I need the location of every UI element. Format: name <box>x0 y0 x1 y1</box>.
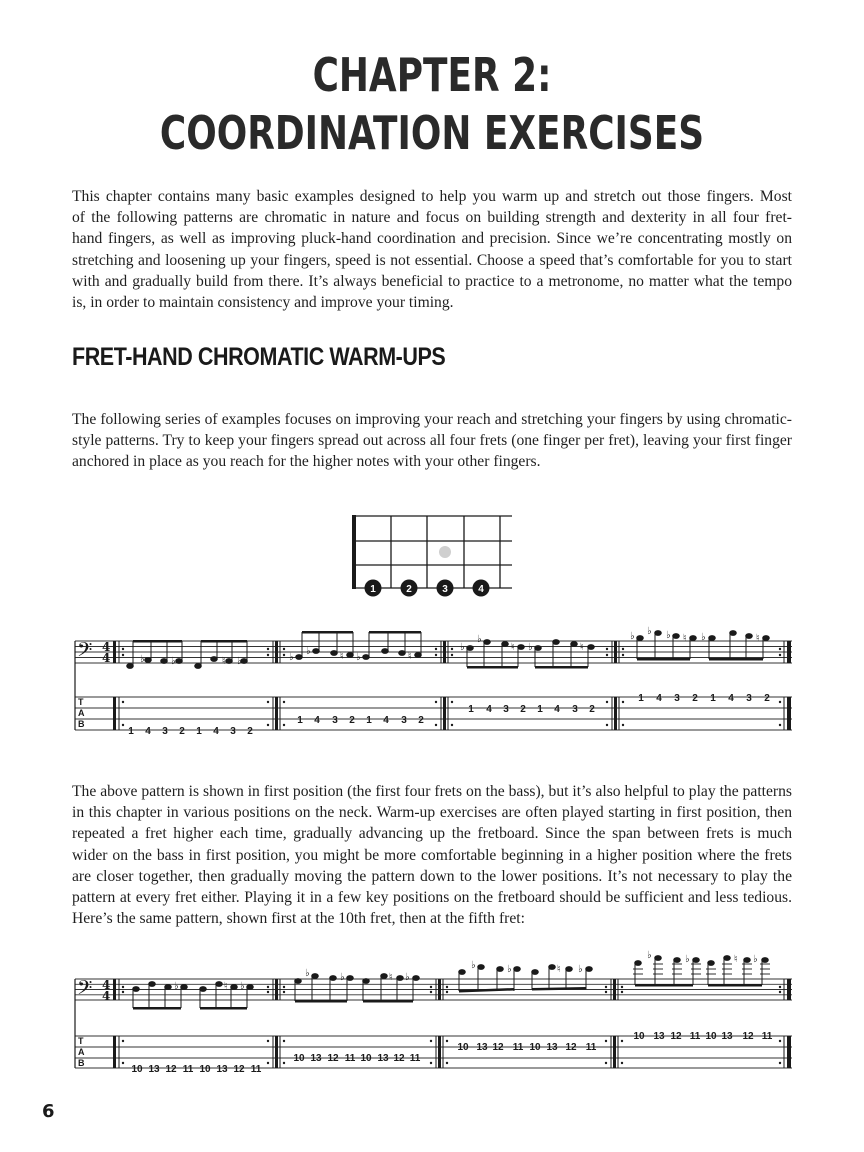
tab-number: 10 <box>633 1031 645 1042</box>
tab-number: 13 <box>216 1064 228 1075</box>
svg-text:♭: ♭ <box>289 652 294 663</box>
tab-number: 10 <box>705 1031 717 1042</box>
tab-number: 11 <box>182 1064 194 1075</box>
tab-number: 11 <box>761 1031 773 1042</box>
svg-text:♭: ♭ <box>340 972 345 983</box>
paragraph-line: of the following patterns are chromatic in nature and focus on building strength and dexterity in all four fret- <box>72 209 792 227</box>
svg-text:♭: ♭ <box>647 950 652 961</box>
section-paragraph <box>72 409 792 473</box>
svg-text:♭: ♭ <box>753 954 758 965</box>
tab-number: 3 <box>401 715 407 726</box>
tab-number: 2 <box>247 726 253 737</box>
tab-number: 1 <box>196 726 202 737</box>
tab-number: 13 <box>546 1042 558 1053</box>
tab-label-b: B <box>78 1058 85 1068</box>
svg-text:♭: ♭ <box>685 954 690 965</box>
tab-number: 1 <box>710 693 716 704</box>
svg-text:♮: ♮ <box>734 954 738 965</box>
svg-text:♮: ♮ <box>222 656 226 667</box>
svg-text:♭: ♭ <box>405 972 410 983</box>
finger-label-4: 4 <box>478 584 484 595</box>
finger-label-3: 3 <box>442 584 448 595</box>
tab-number: 12 <box>670 1031 682 1042</box>
svg-text:♭: ♭ <box>701 632 706 643</box>
tab-number: 3 <box>503 704 509 715</box>
tab-number: 11 <box>689 1031 701 1042</box>
fretboard-diagram <box>0 505 864 605</box>
tab-number: 4 <box>213 726 219 737</box>
tab-number: 2 <box>349 715 355 726</box>
svg-text:♮: ♮ <box>389 972 393 983</box>
chapter-title-line-1: CHAPTER 2: <box>312 48 552 102</box>
position-marker <box>439 546 451 558</box>
tab-label-a: A <box>78 708 85 718</box>
page-number: 6 <box>42 1101 55 1122</box>
svg-text:4: 4 <box>102 640 111 654</box>
svg-text:4: 4 <box>102 989 111 1003</box>
tab-number: 3 <box>332 715 338 726</box>
tab-number: 10 <box>529 1042 541 1053</box>
tab-number: 12 <box>565 1042 577 1053</box>
middle-paragraph <box>72 781 792 929</box>
tab-number: 12 <box>327 1053 339 1064</box>
paragraph-line: with and gradually build from there. It’s always beneficial to practice to a metronome, no matter what the tempo <box>72 272 792 290</box>
tab-number: 13 <box>653 1031 665 1042</box>
svg-text:♮: ♮ <box>580 642 584 653</box>
tab-number: 3 <box>230 726 236 737</box>
svg-text:♭: ♭ <box>171 656 176 667</box>
tab-number: 13 <box>721 1031 733 1042</box>
svg-text:♭: ♭ <box>305 968 310 979</box>
tab-number: 4 <box>728 693 734 704</box>
tab-number: 13 <box>377 1053 389 1064</box>
tab-number: 1 <box>537 704 543 715</box>
svg-text:♭: ♭ <box>460 642 465 653</box>
svg-text:♮: ♮ <box>683 633 687 644</box>
svg-text:♮: ♮ <box>756 633 760 644</box>
paragraph-line: Here’s the same pattern, shown first at the 10th fret, then at the fifth fret: <box>72 910 525 928</box>
section-heading: FRET-HAND CHROMATIC WARM-UPS <box>72 343 446 371</box>
tab-number: 10 <box>293 1053 305 1064</box>
svg-text:♮: ♮ <box>340 651 344 662</box>
tab-number: 2 <box>520 704 526 715</box>
bass-clef-icon: 𝄢 <box>77 638 93 666</box>
svg-text:♭: ♭ <box>356 652 361 663</box>
paragraph-line: hand fingers, as well as improving pluck-hand coordination and precision. Since we’re concentrating mostly on <box>72 230 792 248</box>
paragraph-line: stretching and loosening up your fingers, speed is not essential. Choose a speed that’s comfortable for you to start <box>72 251 792 269</box>
tab-number: 10 <box>457 1042 469 1053</box>
tab-number: 3 <box>162 726 168 737</box>
svg-text:♭: ♭ <box>578 964 583 975</box>
tab-number: 1 <box>468 704 474 715</box>
tab-number: 4 <box>656 693 662 704</box>
tab-number: 3 <box>572 704 578 715</box>
tab-number: 13 <box>148 1064 160 1075</box>
svg-text:♭: ♭ <box>647 626 652 637</box>
paragraph-line: anchored in place as you reach for the higher notes with your other fingers. <box>72 453 541 471</box>
svg-text:♭: ♭ <box>528 642 533 653</box>
paragraph-line: This chapter contains many basic examples designed to help you warm up and stretch out those fingers. Most <box>72 188 792 205</box>
tab-number: 2 <box>589 704 595 715</box>
tab-number: 2 <box>179 726 185 737</box>
svg-text:4: 4 <box>102 978 111 992</box>
tab-number: 10 <box>131 1064 143 1075</box>
svg-text:♮: ♮ <box>408 651 412 662</box>
tab-number: 12 <box>742 1031 754 1042</box>
tab-label-b: B <box>78 719 85 729</box>
tab-number: 2 <box>692 693 698 704</box>
tab-number: 2 <box>764 693 770 704</box>
paragraph-line: repeated a fret higher each time, gradually advancing up the fretboard. Since the span between frets is much <box>72 825 792 843</box>
svg-text:♮: ♮ <box>224 981 228 992</box>
svg-text:♮: ♮ <box>557 964 561 975</box>
example-1-notation <box>0 610 864 740</box>
svg-text:♭: ♭ <box>507 964 512 975</box>
svg-text:♭: ♭ <box>630 631 635 642</box>
paragraph-line: is, in order to maintain consistency and improve your timing. <box>72 294 454 312</box>
tab-label-t: T <box>78 697 84 707</box>
tab-number: 13 <box>476 1042 488 1053</box>
tab-number: 4 <box>486 704 492 715</box>
paragraph-line: in this chapter in various positions on the neck. Warm-up exercises are often played starting in first position, then <box>72 804 792 822</box>
finger-label-2: 2 <box>406 584 412 595</box>
tab-number: 4 <box>145 726 151 737</box>
svg-text:♭: ♭ <box>471 960 476 971</box>
tab-number: 1 <box>128 726 134 737</box>
svg-text:♭: ♭ <box>140 654 145 665</box>
svg-text:♭: ♭ <box>477 634 482 645</box>
tab-number: 10 <box>360 1053 372 1064</box>
svg-text:♭: ♭ <box>174 981 179 992</box>
finger-label-1: 1 <box>370 584 376 595</box>
tab-number: 4 <box>383 715 389 726</box>
tab-number: 11 <box>512 1042 524 1053</box>
chapter-title-line-2: COORDINATION EXERCISES <box>159 106 705 160</box>
tab-number: 12 <box>393 1053 405 1064</box>
tab-number: 1 <box>638 693 644 704</box>
tab-number: 13 <box>310 1053 322 1064</box>
paragraph-line: The above pattern is shown in first position (the first four frets on the bass), but it’s also helpful to play the patterns <box>72 783 792 800</box>
paragraph-line: pattern at every fret either. Playing it in a few key positions on the fretboard should be sufficient and less tedious. <box>72 889 792 907</box>
tab-number: 11 <box>585 1042 597 1053</box>
tab-number: 10 <box>199 1064 211 1075</box>
tab-number: 12 <box>233 1064 245 1075</box>
svg-text:♮: ♮ <box>511 642 515 653</box>
paragraph-line: wider on the bass in first position, you might be more comfortable beginning in a higher position where the frets <box>72 846 792 864</box>
tab-number: 1 <box>366 715 372 726</box>
svg-text:4: 4 <box>102 651 111 665</box>
svg-text:♭: ♭ <box>240 981 245 992</box>
tab-number: 1 <box>297 715 303 726</box>
tab-number: 11 <box>344 1053 356 1064</box>
example-2-notation <box>0 945 864 1075</box>
tab-number: 4 <box>554 704 560 715</box>
svg-text:♭: ♭ <box>237 656 242 667</box>
paragraph-line: style patterns. Try to keep your fingers spread out across all four frets (one finger per fret), leaving your first finger <box>72 432 792 450</box>
tab-number: 11 <box>250 1064 262 1075</box>
tab-number: 3 <box>746 693 752 704</box>
tab-number: 11 <box>409 1053 421 1064</box>
tab-number: 12 <box>492 1042 504 1053</box>
tab-number: 12 <box>165 1064 177 1075</box>
tab-label-t: T <box>78 1036 84 1046</box>
tab-number: 3 <box>674 693 680 704</box>
paragraph-line: are closer together, then gradually moving the pattern down to the lower positions. It’s not necessary to play the <box>72 867 792 885</box>
svg-text:♭: ♭ <box>306 646 311 657</box>
bass-clef-icon: 𝄢 <box>77 976 93 1004</box>
tab-number: 4 <box>314 715 320 726</box>
intro-paragraph <box>72 186 792 313</box>
chapter-title <box>95 46 769 162</box>
tab-label-a: A <box>78 1047 85 1057</box>
paragraph-line: The following series of examples focuses on improving your reach and stretching your fingers by using chromatic- <box>72 411 792 428</box>
svg-text:♭: ♭ <box>666 630 671 641</box>
tab-number: 2 <box>418 715 424 726</box>
